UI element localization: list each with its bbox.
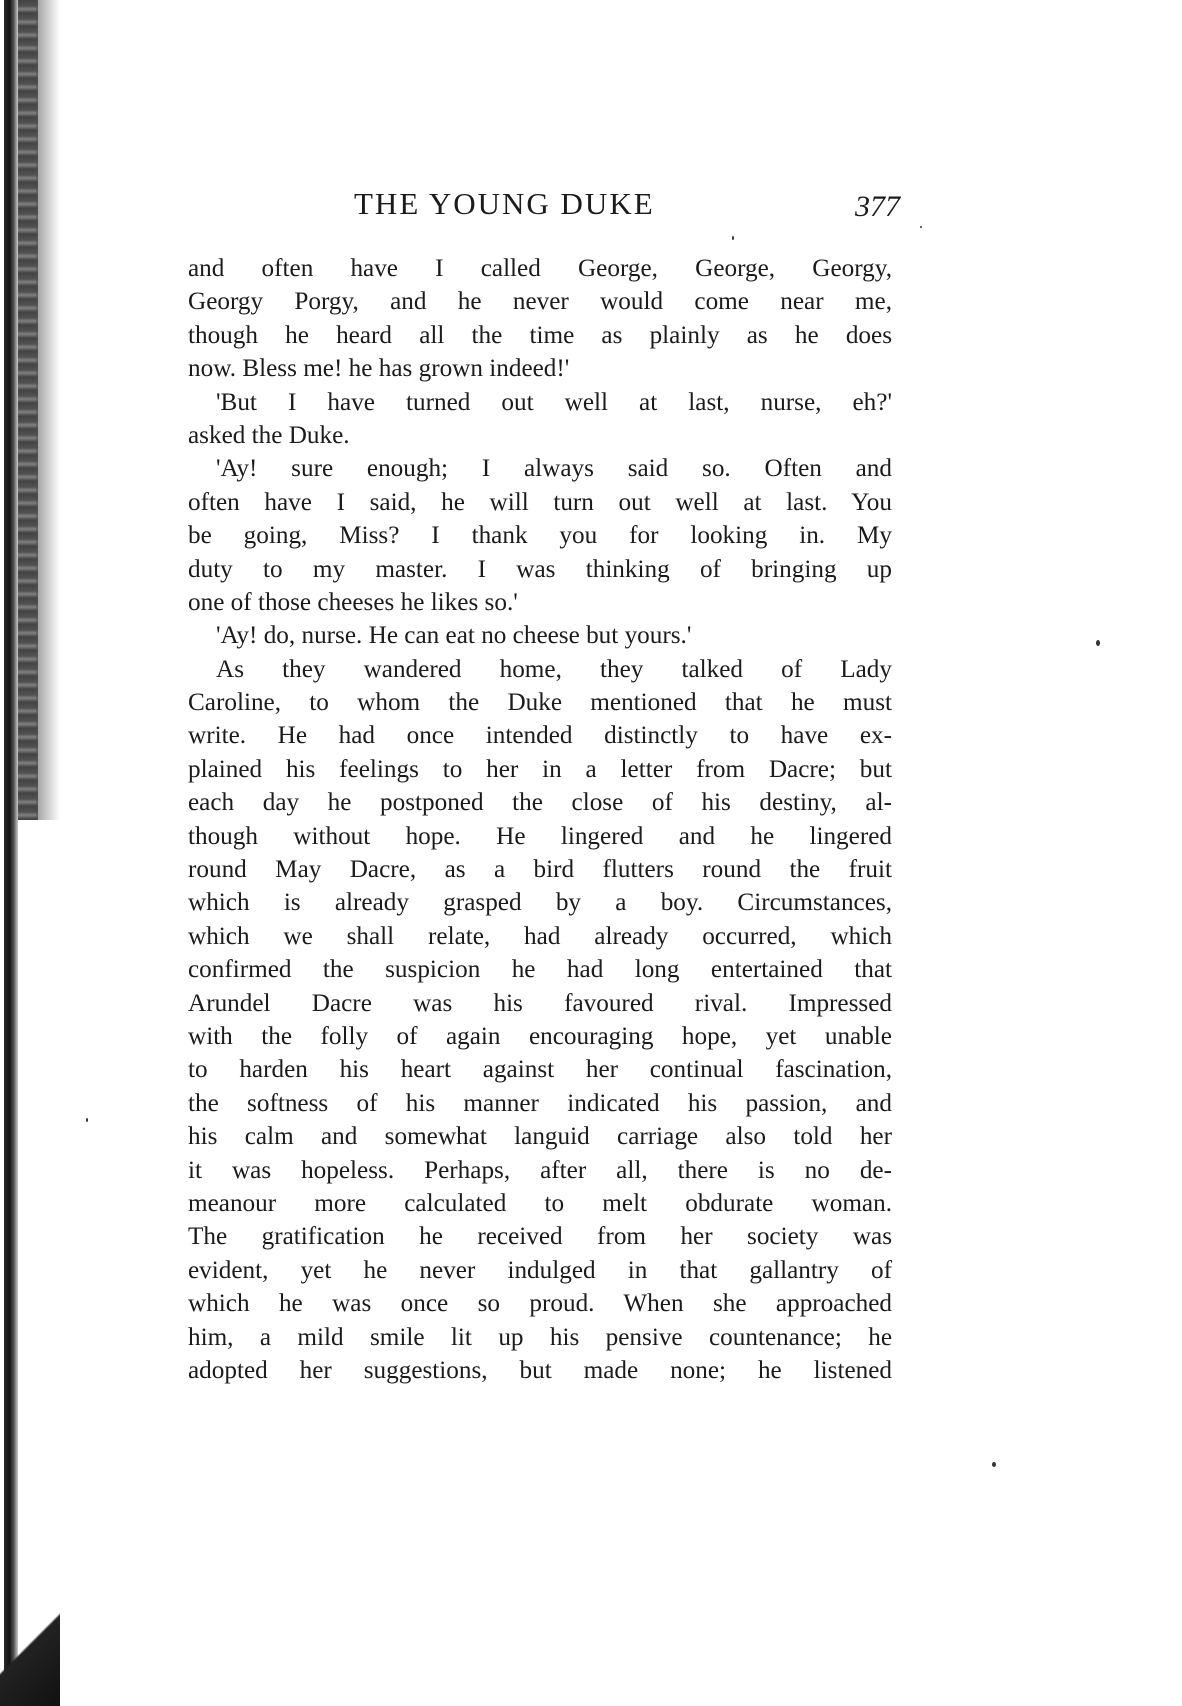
text-line: As they wandered home, they talked of Lady bbox=[216, 655, 892, 683]
running-title: THE YOUNG DUKE bbox=[354, 186, 655, 221]
text-line: 'Ay! sure enough; I always said so. Often and bbox=[216, 455, 892, 483]
text-line: his calm and somewhat languid carriage also told her bbox=[188, 1123, 892, 1151]
text-line: which is already grasped by a boy. Circumstances, bbox=[188, 889, 892, 917]
text-line: the softness of his manner indicated his passion, and bbox=[188, 1089, 892, 1117]
text-line: Caroline, to whom the Duke mentioned that he must bbox=[188, 689, 892, 717]
body-text bbox=[188, 252, 892, 1387]
binding-corner-shadow bbox=[0, 1610, 60, 1706]
text-line: write. He had once intended distinctly to have ex- bbox=[188, 722, 892, 750]
text-line: Georgy Porgy, and he never would come near me, bbox=[188, 288, 892, 316]
page-number: 377 bbox=[855, 190, 900, 223]
book-binding-shadow bbox=[0, 0, 70, 1706]
text-line: evident, yet he never indulged in that gallantry of bbox=[188, 1256, 892, 1284]
binding-edge bbox=[4, 0, 18, 1706]
text-line: it was hopeless. Perhaps, after all, there is no de- bbox=[188, 1156, 892, 1184]
text-line: one of those cheeses he likes so.' bbox=[188, 588, 518, 616]
speck-mark bbox=[992, 1462, 996, 1467]
text-line: Arundel Dacre was his favoured rival. Impressed bbox=[188, 989, 892, 1017]
text-line: each day he postponed the close of his destiny, al- bbox=[188, 789, 892, 817]
speck-mark bbox=[1096, 640, 1100, 646]
text-line: him, a mild smile lit up his pensive countenance; he bbox=[188, 1323, 892, 1351]
text-line: 'But I have turned out well at last, nurse, eh?' bbox=[216, 388, 892, 416]
text-line: duty to my master. I was thinking of bringing up bbox=[188, 555, 892, 583]
binding-fade bbox=[36, 0, 60, 820]
text-line: 'Ay! do, nurse. He can eat no cheese but yours.' bbox=[216, 622, 692, 650]
text-line: adopted her suggestions, but made none; he listened bbox=[188, 1356, 892, 1384]
text-line: though he heard all the time as plainly as he does bbox=[188, 321, 892, 349]
text-line: plained his feelings to her in a letter from Dacre; but bbox=[188, 755, 892, 783]
text-line: often have I said, he will turn out well at last. You bbox=[188, 488, 892, 516]
text-line: to harden his heart against her continual fascination, bbox=[188, 1056, 892, 1084]
binding-gutter-shadow bbox=[18, 0, 38, 820]
text-line: meanour more calculated to melt obdurate woman. bbox=[188, 1189, 892, 1217]
speck-mark bbox=[920, 226, 922, 228]
text-line: round May Dacre, as a bird flutters round the fruit bbox=[188, 856, 892, 884]
page-header bbox=[188, 186, 900, 232]
text-line: which he was once so proud. When she approached bbox=[188, 1290, 892, 1318]
speck-mark bbox=[86, 1118, 88, 1122]
text-line: be going, Miss? I thank you for looking in. My bbox=[188, 522, 892, 550]
text-line: confirmed the suspicion he had long entertained that bbox=[188, 956, 892, 984]
speck-mark bbox=[732, 236, 734, 240]
text-line: though without hope. He lingered and he lingered bbox=[188, 822, 892, 850]
text-line: with the folly of again encouraging hope, yet unable bbox=[188, 1022, 892, 1050]
text-line: The gratification he received from her society was bbox=[188, 1223, 892, 1251]
text-line: asked the Duke. bbox=[188, 421, 350, 449]
text-line: which we shall relate, had already occurred, which bbox=[188, 922, 892, 950]
text-line: now. Bless me! he has grown indeed!' bbox=[188, 355, 570, 383]
text-line: and often have I called George, George, Georgy, bbox=[188, 255, 892, 282]
